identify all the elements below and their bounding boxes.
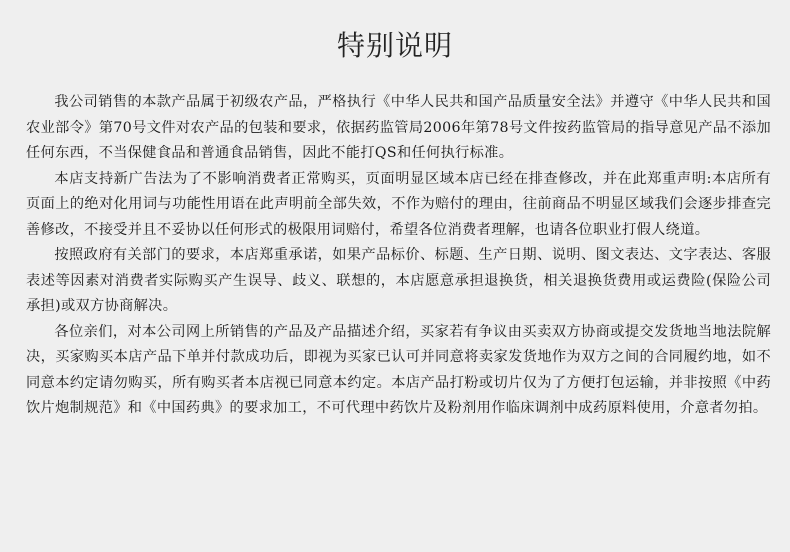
notice-paragraph-product-category: 我公司销售的本款产品属于初级农产品，严格执行《中华人民共和国产品质量安全法》并遵守《中华人民共和国农业部令》第70号文件对农产品的包装和要求，依据药监管局2006年第78号文件按药监管局的指导意见产品不添加任何东西，不当保健食品和普通食品销售，因此不能打QS和任何执行标准。 (26, 94, 771, 161)
notice-paragraph-government-requirements: 按照政府有关部门的要求，本店郑重承诺，如果产品标价、标题、生产日期、说明、图文表达、文字表达、客服表述等因素对消费者实际购买产生误导、歧义、联想的，本店愿意承担退换货，相关退换货费用或运费险(保险公司承担)或双方协商解决。 (26, 247, 771, 314)
notice-paragraph-dispute-resolution: 各位亲们，对本公司网上所销售的产品及产品描述介绍，买家若有争议由买卖双方协商或提交发货地当地法院解决，买家购买本店产品下单并付款成功后，即视为买家已认可并同意将卖家发货地作为双方之间的合同履约地，如不同意本约定请勿购买，所有购买者本店视已同意本约定。本店产品打粉或切片仅为了方便打包运输，并非按照《中药饮片炮制规范》和《中国药典》的要求加工，不可代理中药饮片及粉剂用作临床调剂中成药原料使用，介意者勿拍。 (26, 323, 771, 416)
notice-body (26, 90, 771, 422)
notice-paragraph-advertising-law: 本店支持新广告法为了不影响消费者正常购买，页面明显区域本店已经在排查修改，并在此郑重声明:本店所有页面上的绝对化用词与功能性用语在此声明前全部失效，不作为赔付的理由，往前商品不明显区域我们会逐步排查完善修改，不接受并且不妥协以任何形式的极限用词赔付，希望各位消费者理解，也请各位职业打假人绕道。 (26, 170, 771, 238)
notice-title: 特别说明 (336, 29, 453, 62)
